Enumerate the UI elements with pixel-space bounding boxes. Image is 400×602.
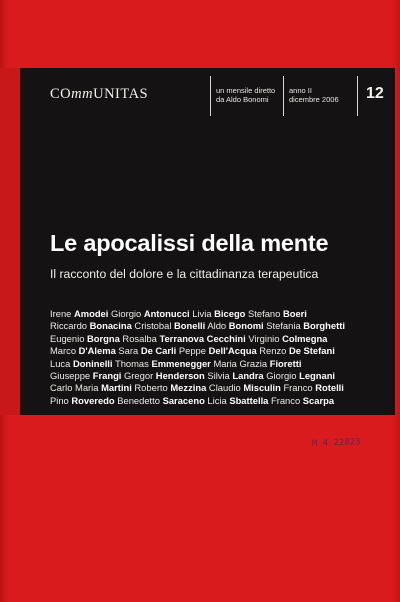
author-surname: Boeri	[282, 308, 307, 319]
author-surname: Borghetti	[303, 320, 345, 332]
author-list	[50, 308, 395, 407]
author-first-name: Gregor	[121, 370, 156, 382]
author-first-name: Aldo	[205, 320, 229, 332]
author-first-name: Rosalba	[119, 332, 160, 344]
author-surname: Henderson	[155, 370, 205, 382]
communitas-logo: COmmUNITAS	[50, 86, 149, 102]
masthead	[20, 68, 395, 124]
author-line	[50, 333, 395, 345]
author-first-name: Franco	[280, 382, 316, 394]
author-surname: Colmegna	[282, 332, 328, 344]
author-first-name: Franco	[268, 394, 303, 406]
editor-info	[216, 86, 275, 104]
author-surname: De Carli	[140, 345, 177, 357]
author-line	[50, 320, 395, 332]
author-surname: Frangi	[92, 370, 122, 382]
library-stamp: M 4 22823	[311, 437, 361, 449]
author-first-name: Livia	[189, 308, 215, 319]
author-surname: Misculin	[243, 382, 281, 394]
author-line	[50, 308, 395, 320]
author-first-name: Peppe	[176, 345, 209, 357]
author-first-name: Giuseppe	[50, 370, 93, 382]
divider-line	[210, 76, 211, 116]
author-surname: Amodei	[73, 308, 109, 319]
author-surname: Legnani	[299, 370, 336, 382]
author-surname: Sbattella	[229, 394, 269, 406]
author-line	[50, 395, 395, 407]
tagline-line-2: da Aldo Bonomi	[216, 95, 269, 104]
author-first-name: Roberto	[131, 382, 171, 394]
date-label: dicembre 2006	[289, 95, 339, 104]
author-first-name: Luca	[50, 357, 73, 369]
author-first-name: Silvia	[204, 370, 233, 382]
author-first-name: Virginio	[245, 332, 283, 344]
author-first-name: Eugenio	[50, 332, 88, 344]
issue-number: 12	[366, 85, 384, 102]
author-surname: Scarpa	[302, 394, 335, 406]
divider-line	[283, 76, 284, 116]
author-line	[50, 382, 395, 394]
year-label: anno II	[289, 86, 312, 95]
author-surname: Borgna	[87, 332, 120, 344]
tagline-line-1: un mensile diretto	[216, 86, 276, 95]
author-line	[50, 345, 395, 357]
author-surname: Bonomi	[228, 320, 264, 332]
divider-line	[357, 76, 358, 116]
author-surname: Martini	[101, 382, 132, 394]
date-info	[289, 86, 339, 104]
author-first-name: Riccardo	[50, 320, 90, 332]
author-line	[50, 358, 395, 370]
author-first-name: Stefania	[263, 320, 304, 332]
author-surname: Landra	[232, 370, 264, 382]
author-first-name: Marco	[50, 345, 79, 357]
author-surname: De Stefani	[288, 345, 335, 357]
author-surname: Saraceno	[162, 394, 205, 406]
author-first-name: Maria Grazia	[210, 357, 270, 369]
author-surname: Emmenegger	[151, 357, 211, 369]
author-first-name: Benedetto	[114, 394, 163, 406]
cover-title: Le apocalissi della mente	[50, 230, 329, 256]
author-surname: Mezzina	[170, 382, 207, 394]
author-first-name: Stefano	[245, 308, 283, 319]
author-surname: Bonelli	[174, 320, 206, 332]
author-first-name: Renzo	[256, 345, 289, 357]
author-first-name: Cristobal	[131, 320, 175, 332]
author-surname: D'Alema	[78, 345, 116, 357]
author-first-name: Sara	[115, 345, 141, 357]
author-first-name: Claudio	[206, 382, 244, 394]
author-surname: Doninelli	[72, 357, 113, 369]
author-first-name: Giorgio	[108, 308, 144, 319]
author-surname: Fioretti	[269, 357, 302, 369]
author-line	[50, 370, 395, 382]
author-first-name: Licia	[204, 394, 230, 406]
cover-subtitle: Il racconto del dolore e la cittadinanza terapeutica	[50, 267, 319, 281]
author-first-name: Irene	[50, 308, 74, 319]
author-surname: Bonacina	[89, 320, 132, 332]
author-first-name: Carlo Maria	[50, 382, 102, 394]
spine-strip	[0, 68, 20, 415]
author-surname: Roveredo	[71, 394, 115, 406]
author-surname: Dell'Acqua	[208, 345, 257, 357]
author-first-name: Pino	[50, 394, 72, 406]
author-first-name: Thomas	[112, 357, 152, 369]
author-surname: Rotelli	[315, 382, 344, 394]
author-surname: Bicego	[214, 308, 246, 319]
author-first-name: Giorgio	[263, 370, 300, 382]
author-surname: Antonucci	[143, 308, 190, 319]
author-surname: Terranova Cecchini	[159, 332, 246, 344]
